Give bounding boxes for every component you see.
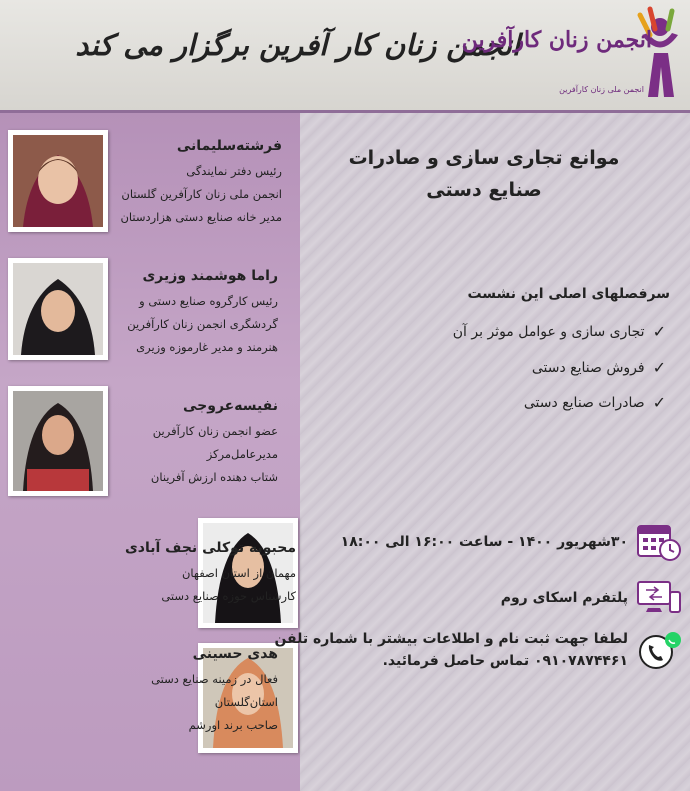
speaker-detail: فعال در زمینه صنایع دستی [151, 672, 278, 686]
speaker-card [127, 268, 278, 359]
speaker-photo [8, 258, 108, 360]
check-icon: ✓ [652, 393, 666, 412]
check-icon: ✓ [652, 322, 666, 341]
speaker-detail: انجمن ملی زنان کارآفرین گلستان [121, 187, 282, 201]
speaker-name: نفیسه‌عروجی [182, 398, 278, 414]
speaker-card [125, 540, 296, 608]
calendar-clock-icon [636, 522, 682, 562]
speaker-card [151, 398, 278, 489]
logo-subtext: انجمن ملی زنان کارآفرین [559, 85, 644, 94]
agenda-item [453, 322, 666, 341]
speaker-detail: استان‌گلستان [214, 695, 278, 709]
agenda-item-label: فروش صنایع دستی [531, 359, 645, 376]
speaker-detail: گردشگری انجمن زنان کارآفرین [127, 317, 278, 331]
computer-phone-icon [636, 578, 682, 618]
header-title: انجمن زنان کار آفرین برگزار می کند [75, 28, 520, 62]
speaker-detail: مدیرعامل‌مرکز [206, 447, 278, 461]
speaker-name: فرشته‌سلیمانی [176, 138, 282, 154]
speaker-name: هدی حسینی [192, 646, 278, 662]
platform-row [501, 578, 682, 618]
speaker-detail: کارشناس حوزه صنایع دستی [161, 589, 296, 603]
speaker-portrait-icon [13, 391, 103, 491]
speaker-detail: مدیر خانه صنایع دستی هزاردستان [120, 210, 282, 224]
event-title-line: موانع تجاری سازی و صادرات [348, 147, 620, 169]
event-platform: پلتفرم اسکای روم [500, 590, 628, 606]
speaker-photo [8, 386, 108, 496]
agenda-item [532, 358, 666, 377]
speaker-card [151, 646, 278, 737]
speaker-detail: رئیس کارگروه صنایع دستی و [139, 294, 278, 308]
speaker-photo [8, 130, 108, 232]
speaker-portrait-icon [13, 263, 103, 355]
brand-logo [461, 5, 682, 105]
datetime-row [341, 522, 682, 562]
event-title [334, 142, 634, 206]
event-title-line: صنایع دستی [426, 179, 542, 201]
speaker-detail: رئیس دفتر نمایندگی [186, 164, 282, 178]
speaker-name: راما هوشمند وزیری [142, 268, 278, 284]
event-datetime: ۳۰شهریور ۱۴۰۰ - ساعت ۱۶:۰۰ الی ۱۸:۰۰ [340, 534, 628, 550]
speaker-portrait-icon [13, 135, 103, 227]
contact-line: لطفا جهت ثبت نام و اطلاعات بیشتر با شماره تلفن [274, 631, 628, 647]
whatsapp-phone-icon [636, 630, 682, 670]
event-info-panel [300, 113, 690, 791]
header-banner [0, 0, 690, 113]
agenda-item-label: تجاری سازی و عوامل موثر بر آن [452, 323, 645, 340]
speaker-detail: صاحب برند اورشم [188, 718, 278, 732]
contact-text [274, 628, 628, 672]
contact-row [274, 628, 682, 672]
agenda-item-label: صادرات صنایع دستی [523, 394, 645, 411]
contact-phone-line: ۰۹۱۰۷۸۷۴۴۶۱ تماس حاصل فرمائید. [382, 653, 628, 669]
speaker-detail: هنرمند و مدیر غارموزه وزیری [136, 340, 278, 354]
agenda-item [524, 393, 666, 412]
speaker-detail: عضو انجمن زنان کارآفرین [152, 424, 278, 438]
speaker-name: محبوبه توکلی نجف آبادی [124, 540, 296, 556]
agenda-heading: سرفصلهای اصلی این نشست [467, 286, 670, 302]
speaker-card [120, 138, 282, 229]
speaker-detail: مهمان از استان اصفهان [181, 566, 296, 580]
logo-text: انجمن زنان کارآفرین [461, 27, 652, 53]
speaker-detail: شتاب دهنده ارزش آفرینان [150, 470, 278, 484]
check-icon: ✓ [652, 358, 666, 377]
